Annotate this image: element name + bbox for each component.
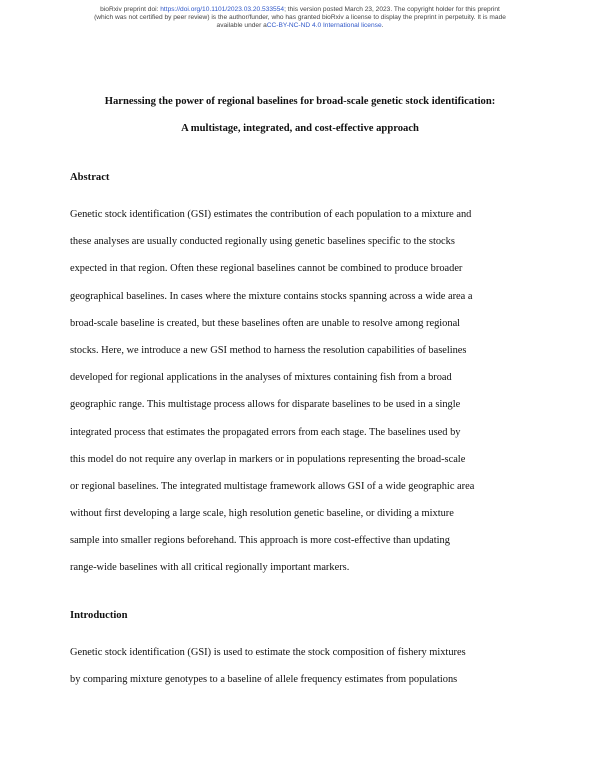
header-line-3: [0, 22, 600, 30]
introduction-line: by comparing mixture genotypes to a baseline of allele frequency estimates from populations: [70, 674, 458, 686]
license-link[interactable]: CC-BY-NC-ND 4.0 International license: [266, 22, 382, 30]
preprint-header: [0, 6, 600, 31]
introduction-heading: Introduction: [70, 610, 128, 621]
header-license-suffix: .: [381, 22, 384, 30]
abstract-line: geographical baselines. In cases where the mixture contains stocks spanning across a wide area a: [70, 290, 473, 302]
header-license-prefix: available under a: [216, 22, 267, 30]
abstract-line: Genetic stock identification (GSI) estimates the contribution of each population to a mixture and: [70, 209, 472, 220]
abstract-line: expected in that region. Often these regional baselines cannot be combined to produce broader: [70, 263, 463, 275]
abstract-heading: Abstract: [70, 172, 110, 183]
header-line-2: (which was not certified by peer review) is the author/funder, who has granted bioRxiv a license to display the preprint in perpetuity. It is made: [94, 14, 506, 22]
doi-link[interactable]: https://doi.org/10.1101/2023.03.20.533554: [160, 6, 285, 13]
abstract-line: or regional baselines. The integrated multistage framework allows GSI of a wide geographic area: [70, 480, 475, 492]
paper-title-line-1: Harnessing the power of regional baselines for broad-scale genetic stock identification:: [104, 96, 496, 107]
abstract-line: sample into smaller regions beforehand. This approach is more cost-effective than updating: [70, 535, 450, 547]
abstract-line: developed for regional applications in the analyses of mixtures containing fish from a broad: [70, 372, 452, 384]
abstract-line: range-wide baselines with all critical regionally important markers.: [70, 562, 350, 574]
abstract-line: without first developing a large scale, high resolution genetic baseline, or dividing a mixture: [70, 508, 454, 520]
header-line-1: [0, 6, 600, 14]
abstract-line: these analyses are usually conducted regionally using genetic baselines specific to the stocks: [70, 236, 455, 248]
header-doi-prefix: bioRxiv preprint doi:: [100, 6, 161, 13]
abstract-line: stocks. Here, we introduce a new GSI method to harness the resolution capabilities of baselines: [70, 344, 467, 356]
abstract-paragraph: [70, 208, 540, 589]
introduction-line: Genetic stock identification (GSI) is used to estimate the stock composition of fishery mixtures: [70, 647, 466, 658]
abstract-line: integrated process that estimates the propagated errors from each stage. The baselines used by: [70, 426, 461, 438]
abstract-line: this model do not require any overlap in markers or in populations representing the broad-scale: [70, 453, 466, 465]
abstract-line: broad-scale baseline is created, but these baselines often are unable to resolve among regional: [70, 317, 461, 329]
abstract-line: geographic range. This multistage process allows for disparate baselines to be used in a single: [70, 399, 461, 411]
introduction-paragraph: [70, 646, 540, 700]
header-doi-suffix: ; this version posted March 23, 2023. The copyright holder for this preprint: [284, 6, 500, 13]
paper-title-line-2: A multistage, integrated, and cost-effective approach: [181, 123, 419, 134]
